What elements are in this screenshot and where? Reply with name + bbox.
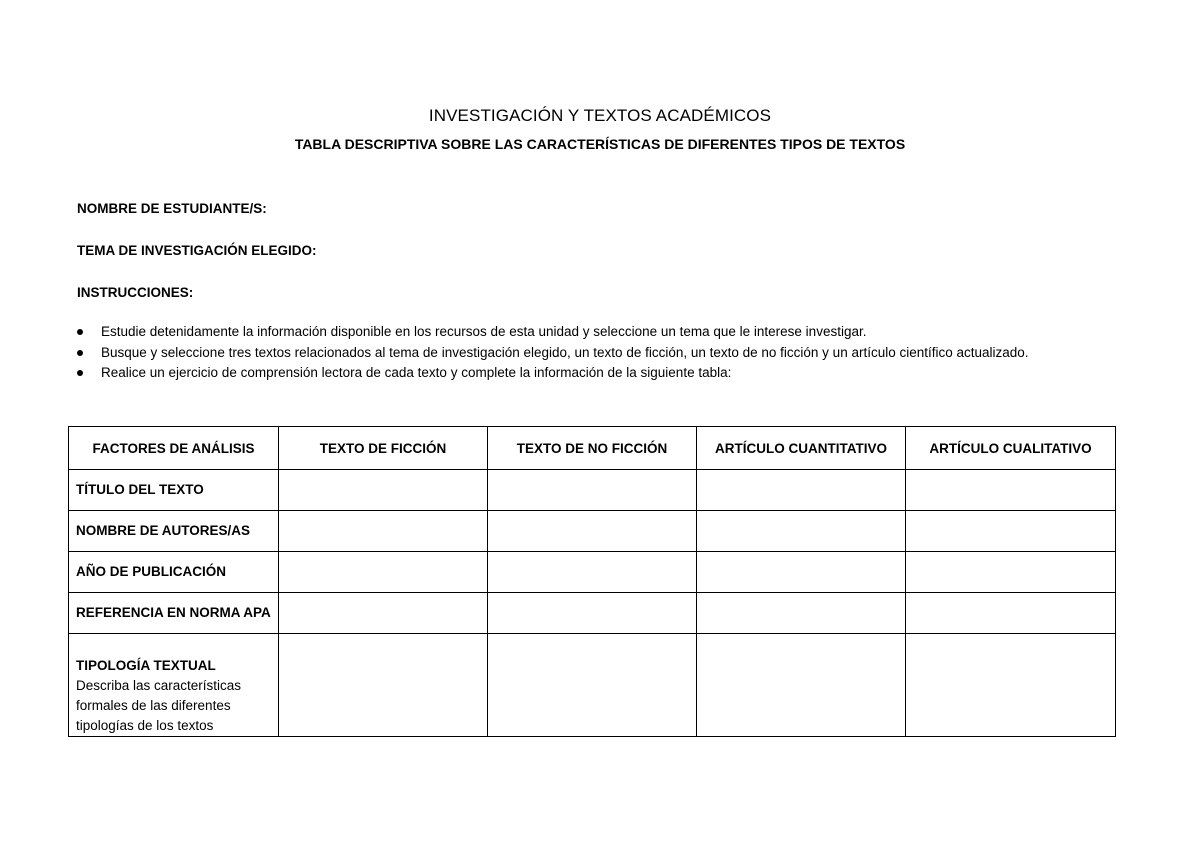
table-row (69, 634, 1116, 737)
fillable-cell[interactable] (279, 552, 488, 593)
header-quantitative-article: ARTÍCULO CUANTITATIVO (697, 427, 906, 470)
row-label: NOMBRE DE AUTORES/AS (69, 511, 279, 552)
header-nonfiction-text: TEXTO DE NO FICCIÓN (488, 427, 697, 470)
row-label: TÍTULO DEL TEXTO (69, 470, 279, 511)
document-title: INVESTIGACIÓN Y TEXTOS ACADÉMICOS (428, 106, 772, 125)
fillable-cell[interactable] (488, 470, 697, 511)
fillable-cell[interactable] (906, 634, 1116, 737)
analysis-table (68, 426, 1116, 737)
instruction-text: Busque y seleccione tres textos relacionados al tema de investigación elegido, un texto de ficción, un texto de no ficción y un artículo científico actualizado. (101, 344, 1029, 360)
bullet-icon (77, 370, 83, 376)
row-label: REFERENCIA EN NORMA APA (69, 593, 279, 634)
row-description: Describa las características formales de las diferentes tipologías de los textos (76, 678, 242, 733)
fillable-cell[interactable] (279, 593, 488, 634)
table-row (69, 511, 1116, 552)
fillable-cell[interactable] (488, 593, 697, 634)
fillable-cell[interactable] (906, 552, 1116, 593)
fillable-cell[interactable] (697, 593, 906, 634)
fillable-cell[interactable] (488, 511, 697, 552)
table-row (69, 593, 1116, 634)
header-qualitative-article: ARTÍCULO CUALITATIVO (906, 427, 1116, 470)
instruction-item (77, 363, 1117, 384)
instructions-heading: INSTRUCCIONES: (77, 285, 194, 300)
fillable-cell[interactable] (906, 511, 1116, 552)
header-fiction-text: TEXTO DE FICCIÓN (279, 427, 488, 470)
header-analysis-factors: FACTORES DE ANÁLISIS (69, 427, 279, 470)
research-topic-label: TEMA DE INVESTIGACIÓN ELEGIDO: (77, 243, 317, 258)
row-label: AÑO DE PUBLICACIÓN (69, 552, 279, 593)
fillable-cell[interactable] (697, 470, 906, 511)
instruction-text: Realice un ejercicio de comprensión lectora de cada texto y complete la información de la siguiente tabla: (101, 365, 732, 380)
fillable-cell[interactable] (279, 634, 488, 737)
instruction-item (77, 343, 1117, 364)
fillable-cell[interactable] (279, 511, 488, 552)
row-label-cell (69, 634, 279, 737)
fillable-cell[interactable] (279, 470, 488, 511)
fillable-cell[interactable] (488, 634, 697, 737)
document-subtitle: TABLA DESCRIPTIVA SOBRE LAS CARACTERÍSTICAS DE DIFERENTES TIPOS DE TEXTOS (294, 136, 906, 152)
student-name-label: NOMBRE DE ESTUDIANTE/S: (77, 201, 267, 216)
bullet-icon (77, 350, 83, 356)
row-label: TIPOLOGÍA TEXTUAL (76, 658, 216, 673)
fillable-cell[interactable] (906, 593, 1116, 634)
fillable-cell[interactable] (906, 470, 1116, 511)
table-row (69, 470, 1116, 511)
bullet-icon (77, 329, 83, 335)
table-header-row (69, 427, 1116, 470)
fillable-cell[interactable] (488, 552, 697, 593)
instruction-item (77, 322, 1117, 343)
table-row (69, 552, 1116, 593)
fillable-cell[interactable] (697, 511, 906, 552)
fillable-cell[interactable] (697, 634, 906, 737)
fillable-cell[interactable] (697, 552, 906, 593)
instruction-text: Estudie detenidamente la información disponible en los recursos de esta unidad y seleccione un tema que le interese investigar. (101, 324, 867, 339)
instructions-list (77, 322, 1117, 384)
